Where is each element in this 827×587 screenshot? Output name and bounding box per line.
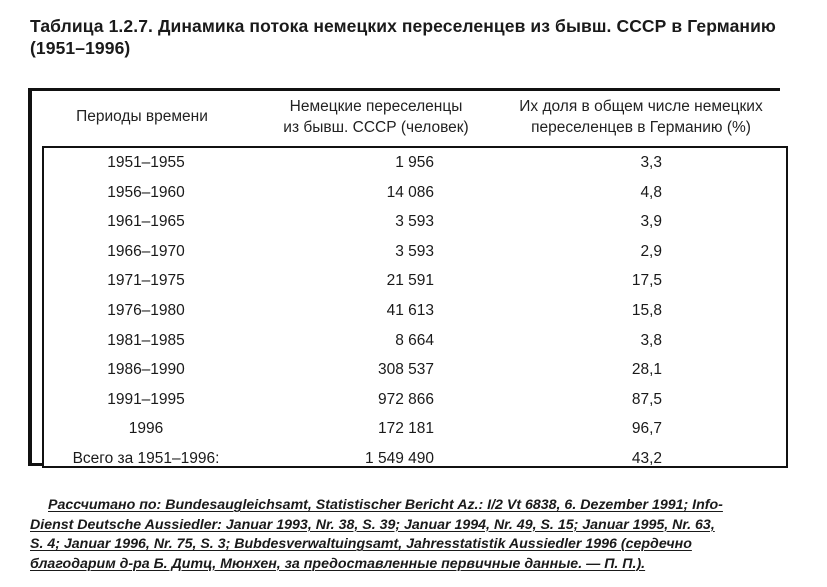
table-row [42,296,788,326]
cell-count: 3 593 [395,213,434,231]
source-line-1: Рассчитано по: Bundesaugleichsamt, Statistischer Bericht Az.: I/2 Vt 6838, 6. Dezember 1991; Info- [48,497,723,513]
header-share [496,96,786,138]
source-note [30,496,805,574]
cell-share: 43,2 [631,449,662,467]
cell-share: 3,8 [640,331,662,349]
cell-count: 21 591 [386,272,434,290]
cell-count: 308 537 [377,361,434,379]
cell-period: 1956–1960 [107,183,185,201]
header-period [62,106,222,127]
cell-count: 41 613 [386,301,434,319]
cell-share: 17,5 [631,272,662,290]
cell-period: 1991–1995 [107,390,185,408]
cell-count: 14 086 [386,183,434,201]
cell-count: 172 181 [377,420,434,438]
table-body [42,148,788,474]
table-row [42,385,788,415]
header-settlers-line-1: Немецкие переселенцы [289,98,463,115]
header-share-line-2: переселенцев в Германию (%) [531,119,751,136]
table-row [42,326,788,356]
cell-period: 1996 [128,420,164,438]
cell-period: 1986–1990 [107,361,185,379]
source-line-4: благодарим д-ра Б. Дитц, Мюнхен, за предоставленные первичные данные. — П. П.). [30,555,646,572]
caption-line-2: (1951–1996) [30,38,131,58]
cell-share: 4,8 [640,183,662,201]
cell-count: 8 664 [395,331,434,349]
table-row [42,237,788,267]
header-share-line-1: Их доля в общем числе немецких [519,98,763,115]
cell-period: 1961–1965 [107,213,185,231]
source-line-2: Dienst Deutsche Aussiedler: Januar 1993, Nr. 38, S. 39; Januar 1994, Nr. 49, S. 15; Januar 1995, Nr. 63, [30,516,715,533]
cell-share: 2,9 [640,242,662,260]
table-row [42,266,788,296]
cell-share: 3,3 [640,154,662,171]
cell-period: 1981–1985 [107,331,185,349]
header-settlers [266,96,486,138]
caption-line-1: Таблица 1.2.7. Динамика потока немецких переселенцев из бывш. СССР в Германию [30,16,776,36]
header-period-label: Периоды времени [76,108,208,125]
cell-count: 972 866 [377,390,434,408]
cell-count: 1 549 490 [365,449,434,467]
table-row [42,207,788,237]
table-row [42,414,788,444]
data-table [28,88,788,468]
table-row [42,178,788,208]
source-line-3: S. 4; Januar 1996, Nr. 75, S. 3; Bubdesverwaltuingsamt, Jahresstatistik Aussiedler 1996 (сердечно [30,536,692,552]
table-row [42,148,788,178]
cell-share: 96,7 [631,420,662,438]
cell-period: Всего за 1951–1996: [72,449,220,467]
table-row [42,355,788,385]
cell-share: 87,5 [631,390,662,408]
cell-period: 1971–1975 [107,272,185,290]
cell-share: 15,8 [631,301,662,319]
cell-count: 3 593 [395,242,434,260]
cell-period: 1976–1980 [107,301,185,319]
table-row-total [42,444,788,474]
cell-period: 1951–1955 [107,154,185,171]
cell-share: 28,1 [631,361,662,379]
header-settlers-line-2: из бывш. СССР (человек) [283,119,469,136]
cell-count: 1 956 [395,154,434,171]
table-caption [30,15,810,59]
cell-share: 3,9 [640,213,662,231]
cell-period: 1966–1970 [107,242,185,260]
